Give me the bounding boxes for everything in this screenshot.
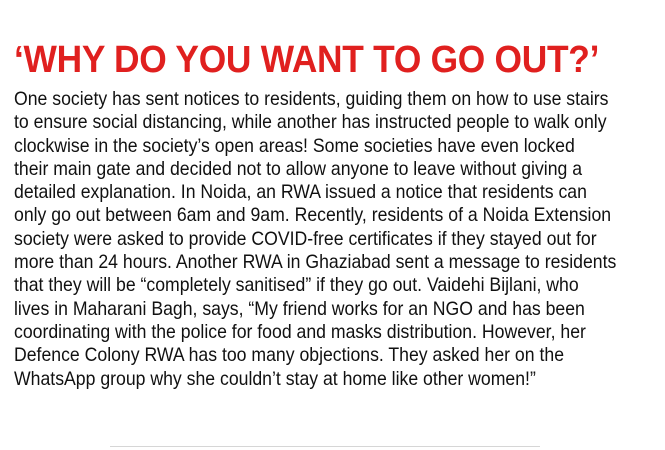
body-line-6: only go out between 6am and 9am. Recently, residents of a Noida Extension — [14, 204, 612, 227]
body-line-1: One society has sent notices to residents, guiding them on how to use stairs — [14, 88, 609, 110]
body-line-7: society were asked to provide COVID-free certificates if they stayed out for — [14, 227, 597, 250]
body-line-2: to ensure social distancing, while another has instructed people to walk only — [14, 111, 607, 134]
body-line-5: detailed explanation. In Noida, an RWA issued a notice that residents can — [14, 181, 587, 204]
bottom-divider — [110, 446, 540, 447]
body-line-11: coordinating with the police for food and masks distribution. However, her — [14, 320, 586, 343]
body-line-8: more than 24 hours. Another RWA in Ghaziabad sent a message to residents — [14, 251, 617, 274]
body-line-10: lives in Maharani Bagh, says, “My friend works for an NGO and has been — [14, 297, 585, 320]
body-line-9: that they will be “completely sanitised” if they go out. Vaidehi Bijlani, who — [14, 274, 579, 297]
body-line-4: their main gate and decided not to allow anyone to leave without giving a — [14, 157, 583, 180]
body-line-12: Defence Colony RWA has too many objections. They asked her on the — [14, 344, 565, 367]
body-line-13: WhatsApp group why she couldn’t stay at home like other women!” — [14, 367, 536, 390]
article-body — [14, 88, 648, 391]
body-line-3: clockwise in the society’s open areas! Some societies have even locked — [14, 134, 575, 157]
article-headline: ‘WHY DO YOU WANT TO GO OUT?’ — [14, 39, 600, 81]
